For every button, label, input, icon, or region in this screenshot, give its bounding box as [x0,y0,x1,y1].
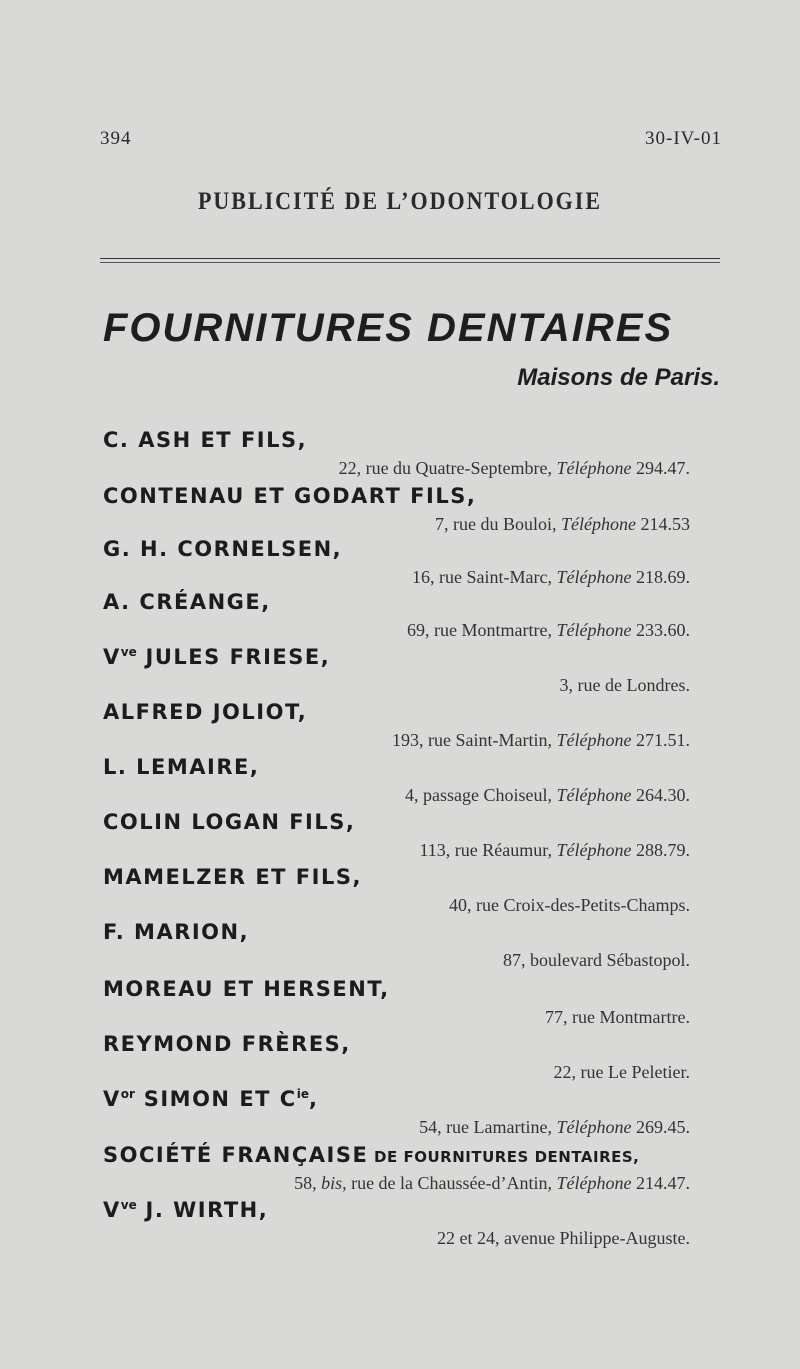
telephone-label: Téléphone [561,514,636,534]
supplier-address [545,1007,690,1028]
header-rule [100,258,720,259]
name-prefix: V [103,1198,121,1222]
section-title: FOURNITURES DENTAIRES [103,306,674,350]
name-prefix: V [103,645,121,669]
supplier-name [103,1143,639,1167]
telephone-label: Téléphone [556,1173,632,1193]
supplier-name [103,755,259,779]
address-text: 54, rue Lamartine, [419,1117,553,1137]
address-text: 69, rue Montmartre, [407,620,553,640]
address-text: 22, rue Le Peletier. [553,1062,690,1082]
supplier-address [419,1117,690,1138]
telephone-label: Téléphone [556,1117,632,1137]
telephone-label: Téléphone [556,620,632,640]
telephone-label: Téléphone [556,458,632,478]
supplier-address [449,895,690,916]
address-text: 40, rue Croix-des-Petits-Champs. [449,895,690,915]
name-superscript: ie [296,1087,309,1101]
supplier-name [103,428,307,452]
name-text: CONTENAU ET GODART FILS, [103,484,477,508]
running-title: PUBLICITÉ DE L’ODONTOLOGIE [197,186,603,215]
supplier-address [419,840,690,861]
address-text: 3, rue de Londres. [559,675,690,695]
address-text: 77, rue Montmartre. [545,1007,690,1027]
supplier-name [103,977,390,1001]
name-suffix: , [308,1087,319,1111]
supplier-address [405,785,690,806]
name-text: SIMON ET C [134,1087,297,1111]
name-text: MOREAU ET HERSENT, [103,977,390,1001]
header-rule-thin [100,262,720,263]
address-bis: bis, [321,1173,347,1193]
supplier-address [560,675,690,696]
address-text: 22, rue du Quatre-Septembre, [338,458,553,478]
telephone-label: Téléphone [556,567,632,587]
telephone-number: 214.47. [636,1173,690,1193]
name-prefix: V [103,1087,121,1111]
name-text: A. CRÉANGE, [103,590,271,614]
supplier-name [103,1198,268,1222]
name-text: J. WIRTH, [136,1198,269,1222]
supplier-name [103,1032,351,1056]
supplier-name [103,865,362,889]
supplier-address [407,620,690,641]
address-text: 193, rue Saint-Martin, [392,730,553,750]
address-text: 22 et 24, avenue Philippe-Auguste. [437,1228,690,1248]
name-text: F. MARION, [103,920,250,944]
telephone-label: Téléphone [556,785,632,805]
name-text: L. LEMAIRE, [103,755,260,779]
telephone-number: 264.30. [636,785,690,805]
supplier-name [103,590,271,614]
address-text: 113, rue Réaumur, [419,840,553,860]
telephone-number: 233.60. [636,620,690,640]
name-superscript: ve [120,1198,137,1212]
supplier-address [503,950,690,971]
telephone-number: 214.53 [640,514,690,534]
supplier-name [103,700,307,724]
supplier-name [103,1087,318,1111]
telephone-number: 271.51. [636,730,690,750]
telephone-number: 288.79. [636,840,690,860]
address-number: 58, [294,1173,322,1193]
supplier-name [103,920,249,944]
supplier-address [554,1062,690,1083]
telephone-label: Téléphone [556,730,632,750]
supplier-name [103,484,476,508]
supplier-name [103,645,330,669]
issue-date: 30-IV-01 [645,128,722,149]
supplier-address [437,1228,690,1249]
address-text: rue de la Chaussée-d’Antin, [351,1173,553,1193]
name-superscript: ve [120,645,137,659]
section-subtitle: Maisons de Paris. [517,364,720,391]
supplier-address [294,1173,690,1194]
supplier-address [412,567,690,588]
name-text: JULES FRIESE, [136,645,331,669]
address-text: 4, passage Choiseul, [405,785,553,805]
name-text: G. H. CORNELSEN, [103,537,343,561]
supplier-address [392,730,690,751]
supplier-address [435,514,690,535]
telephone-number: 294.47. [636,458,690,478]
name-text: COLIN LOGAN FILS, [103,810,356,834]
address-text: 87, boulevard Sébastopol. [503,950,690,970]
name-text: REYMOND FRÈRES, [103,1032,351,1056]
name-small: DE FOURNITURES DENTAIRES, [368,1148,640,1166]
name-text: SOCIÉTÉ FRANÇAISE [103,1143,369,1167]
supplier-name [103,810,355,834]
address-text: 16, rue Saint-Marc, [412,567,553,587]
telephone-label: Téléphone [556,840,632,860]
supplier-name [103,537,342,561]
telephone-number: 218.69. [636,567,690,587]
name-text: C. ASH ET FILS, [103,428,308,452]
address-text: 7, rue du Bouloi, [435,514,557,534]
name-superscript: or [120,1087,135,1101]
telephone-number: 269.45. [636,1117,690,1137]
supplier-address [339,458,690,479]
name-text: ALFRED JOLIOT, [103,700,308,724]
name-text: MAMELZER ET FILS, [103,865,362,889]
page-number: 394 [100,128,132,149]
